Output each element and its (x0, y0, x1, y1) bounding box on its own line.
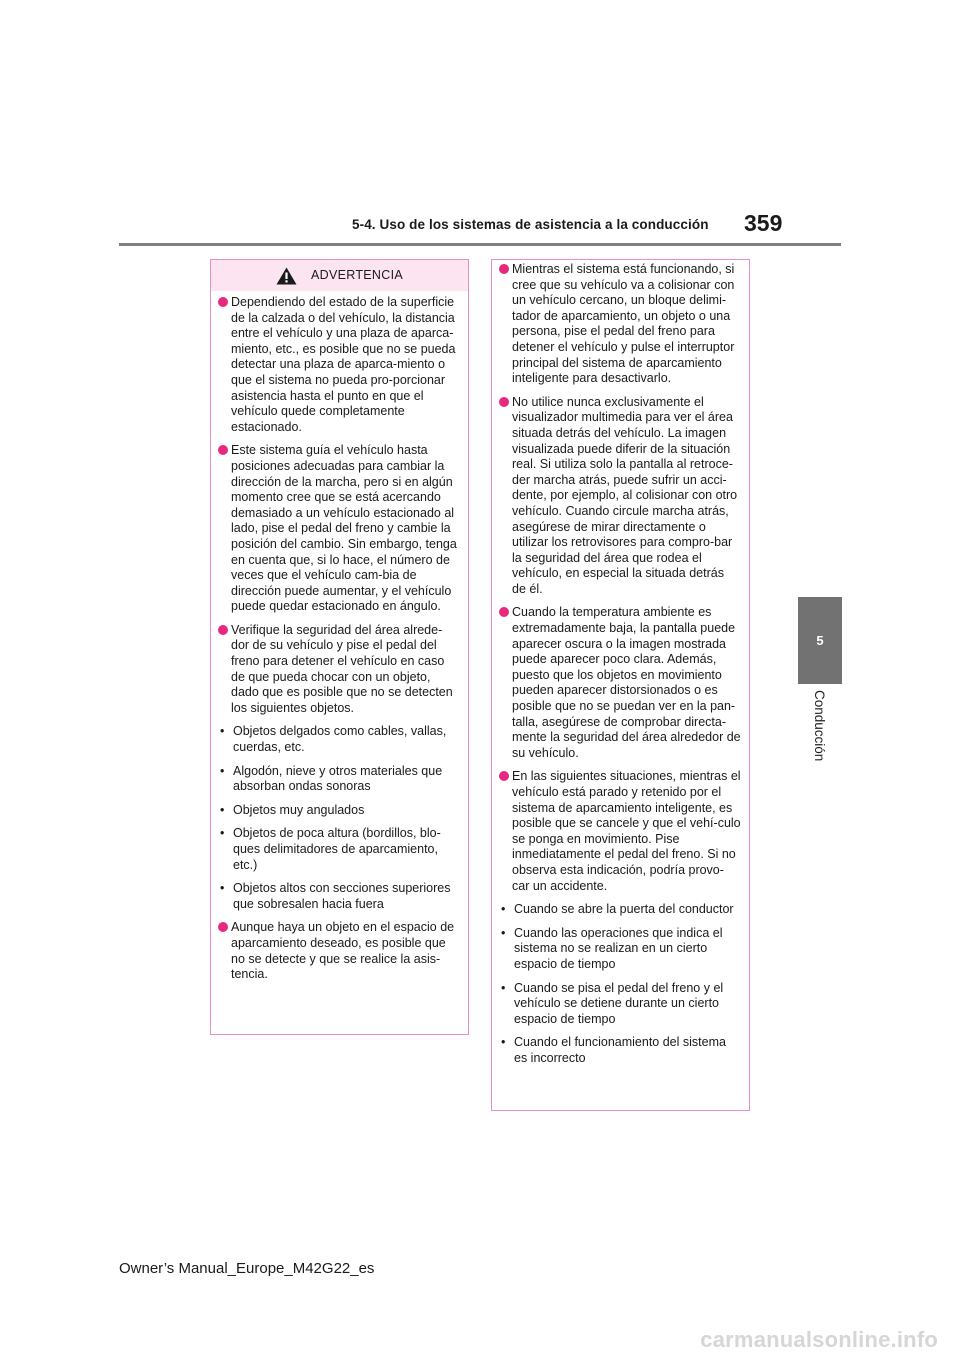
sub-item-text: Objetos altos con secciones superiores que sobresalen hacia fuera (233, 881, 451, 911)
warning-item (218, 920, 460, 982)
sub-item-text: Cuando las operaciones que indica el sistema no se realizan en un cierto espacio de tiempo (514, 925, 723, 971)
warning-item-text: En las siguientes situaciones, mientras el vehículo está parado y retenido por el sistema de aparcamiento inteligente, es posible que se cancele y que el vehí-culo se ponga en movimiento. Pise inmediatamente el pedal del freno. Si no observa esta indicación, podría provo-car un accidente. (512, 769, 741, 893)
warning-box (210, 259, 469, 1035)
warning-header (211, 260, 468, 291)
bullet-dot-icon (218, 922, 228, 932)
sub-item-text: Objetos de poca altura (bordillos, blo-ques delimitadores de aparcamiento, etc.) (233, 826, 441, 872)
chapter-number: 5 (816, 633, 824, 648)
warning-item-text: Este sistema guía el vehículo hasta posiciones adecuadas para cambiar la dirección de la marcha, pero si en algún momento cree que se está acercando demasiado a un vehículo estacionado al lado, pise el pedal del freno y cambie la posición del cambio. Sin embargo, tenga en cuenta que, si lo hace, el número de veces que el vehículo cam-bia de dirección puede aumentar, y el vehículo puede quedar estacionado en ángulo. (231, 443, 457, 614)
sub-item: • Cuando se abre la puerta del conductor (501, 902, 734, 917)
sub-item: • Cuando las operaciones que indica el sistema no se realizan en un cierto espacio de tiempo (501, 925, 723, 971)
sub-item: • Objetos de poca altura (bordillos, blo-ques delimitadores de aparcamiento, etc.) (220, 826, 441, 872)
warning-item-text: No utilice nunca exclusivamente el visualizador multimedia para ver el área situada detrás del vehículo. La imagen visualizada puede diferir de la situación real. Si utiliza solo la pantalla al retroce-der marcha atrás, puede sufrir un acci-dente, por ejemplo, al colisionar con otro vehículo. Cuando circule marcha atrás, asegúrese de mirar directamente o utilizar los retrovisores para compro-bar la seguridad del área que rodea el vehículo, en especial la situada detrás de él. (512, 394, 738, 596)
sub-item: • Cuando se pisa el pedal del freno y el vehículo se detiene durante un cierto espacio de tiempo (501, 980, 724, 1026)
section-title: 5-4. Uso de los sistemas de asistencia a la conducción (352, 217, 709, 232)
bullet-dot-icon (499, 397, 509, 407)
warning-item (499, 262, 741, 387)
chapter-tab (798, 597, 842, 684)
warning-box-continued (491, 259, 750, 1111)
warning-item-text: Verifique la seguridad del área alrede-dor de su vehículo y pise el pedal del freno para detener el vehículo en caso de que pueda chocar con un objeto, dado que es posible que no se detecten los siguientes objetos. (231, 622, 453, 715)
warning-triangle-icon (276, 267, 297, 285)
warning-item-text: Aunque haya un objeto en el espacio de aparcamiento deseado, es posible que no se detecte y que se realice la asis-tencia. (231, 920, 455, 982)
sub-item-text: Algodón, nieve y otros materiales que absorban ondas sonoras (233, 763, 443, 794)
warning-item (499, 395, 741, 598)
warning-item-text: Mientras el sistema está funcionando, si cree que su vehículo va a colisionar con un vehículo cercano, un bloque delimi-tador de aparcamiento, un objeto o una persona, pise el pedal del freno para detener el vehículo y pulse el interruptor principal del sistema de aparcamiento inteligente para desactivarlo. (512, 262, 735, 386)
sub-item-text: Cuando se abre la puerta del conductor (514, 902, 734, 917)
warning-item (218, 443, 460, 615)
bullet-dot-icon (218, 445, 228, 455)
bullet-dot-icon (499, 607, 509, 617)
sub-item-text: Objetos muy angulados (233, 802, 365, 817)
sub-item-text: Cuando se pisa el pedal del freno y el vehículo se detiene durante un cierto espacio de tiempo (514, 980, 724, 1026)
sub-item: • Algodón, nieve y otros materiales que absorban ondas sonoras (220, 763, 443, 794)
warning-title: ADVERTENCIA (311, 267, 403, 282)
page-number: 359 (744, 210, 783, 236)
warning-item-text: Cuando la temperatura ambiente es extremadamente baja, la pantalla puede aparecer oscura o la imagen mostrada puede aparecer poco clara. Además, puesto que los objetos en movimiento pueden aparecer distorsionados o es posible que no se puedan ver en la pan-talla, asegúrese de comprobar directa-mente la seguridad del área alrededor de su vehículo. (512, 605, 741, 760)
watermark: carmanualsonline.info (700, 1327, 938, 1352)
header-divider (119, 243, 841, 246)
warning-item-text: Dependiendo del estado de la superficie de la calzada o del vehículo, la distancia entre el vehículo y una plaza de aparca-miento, etc., es posible que no se pueda detectar una plaza de aparca-miento o que el sistema no pueda pro-porcionar asistencia hasta el punto en que el vehículo quede completamente estacionado. (231, 295, 456, 434)
bullet-dot-icon (499, 264, 509, 274)
bullet-dot-icon (218, 297, 228, 307)
sub-item-text: Objetos delgados como cables, vallas, cuerdas, etc. (233, 724, 447, 755)
sub-item: • Objetos muy angulados (220, 802, 365, 817)
bullet-dot-icon (218, 625, 228, 635)
sub-item: • Objetos altos con secciones superiores que sobresalen hacia fuera (220, 881, 451, 911)
sub-item: • Cuando el funcionamiento del sistema es incorrecto (501, 1035, 726, 1065)
sub-item: • Objetos delgados como cables, vallas, cuerdas, etc. (220, 724, 447, 755)
bullet-dot-icon (499, 771, 509, 781)
chapter-label: Conducción (812, 690, 827, 762)
warning-item (218, 295, 460, 435)
warning-item (218, 623, 460, 717)
sub-item-text: Cuando el funcionamiento del sistema es incorrecto (514, 1035, 726, 1065)
warning-item (499, 769, 741, 894)
warning-item (499, 605, 741, 761)
footer-manual-id: Owner’s Manual_Europe_M42G22_es (119, 1260, 375, 1277)
